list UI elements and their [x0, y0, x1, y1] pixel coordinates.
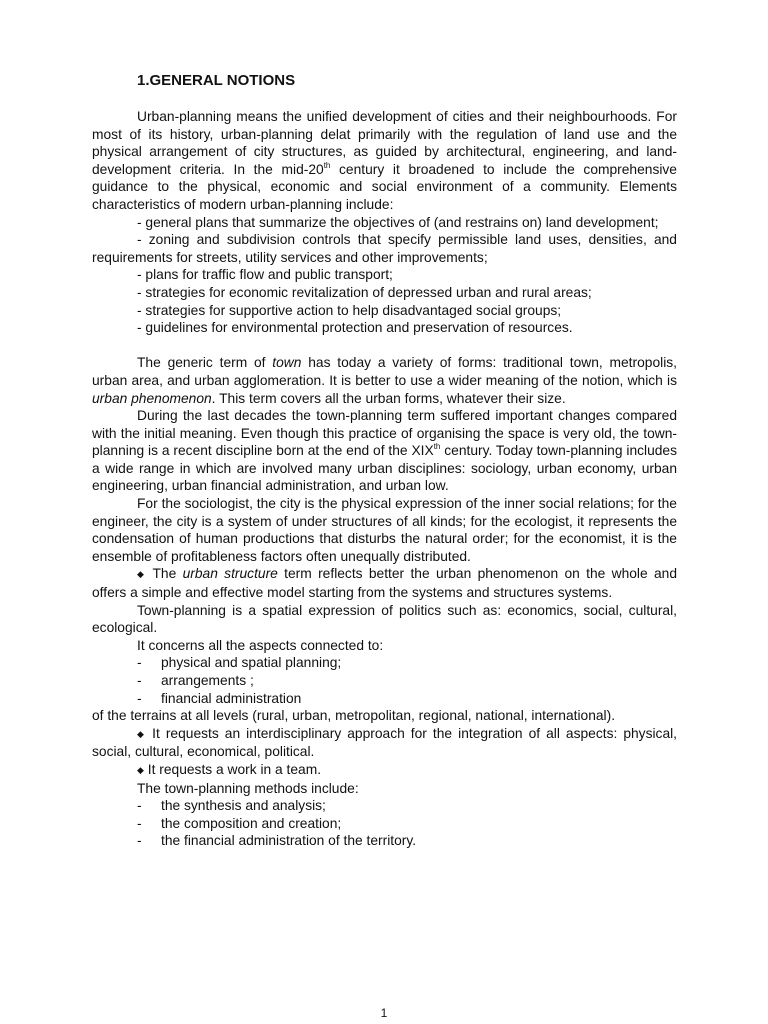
text: term reflects better the urban phenomenon on the whole and offers a simple and effective model starting from the systems and structures systems.	[92, 566, 677, 601]
italic-text: urban structure	[182, 566, 278, 582]
diamond-bullet-icon: ◆	[137, 764, 144, 775]
paragraph-methods: The town-planning methods include:	[137, 780, 359, 796]
list-item: - strategies for supportive action to help disadvantaged social groups;	[137, 302, 562, 318]
list-item-text: financial administration	[161, 690, 302, 706]
paragraph-team	[92, 761, 677, 780]
dash-list-item	[92, 672, 677, 690]
text: century. Today town-planning includes a wide range in which are involved many urban disciplines: sociology, urban economy, urban engineering, urban financial administration, and urban low.	[92, 443, 677, 494]
dash-list-item	[92, 815, 677, 833]
page-number: 1	[380, 1006, 388, 1020]
text: It requests a work in a team.	[143, 761, 322, 777]
dash-marker: -	[137, 690, 142, 706]
paragraph-history	[92, 407, 677, 495]
paragraph-interdisciplinary	[92, 725, 677, 761]
dash-marker: -	[137, 833, 142, 849]
paragraph-town	[92, 354, 677, 407]
dash-list-item	[92, 654, 677, 672]
diamond-bullet-icon: ◆	[137, 569, 147, 580]
superscript: th	[433, 442, 441, 452]
dash-marker: -	[137, 655, 142, 671]
text: has today a variety of forms: traditional town, metropolis, urban area, and urban agglomeration. It is better to use a wider meaning of the notion, which is	[92, 355, 677, 388]
paragraph-urban-structure	[92, 565, 677, 601]
list-item: - zoning and subdivision controls that specify permissible land uses, densities, and requirements for streets, utility services and other improvements;	[92, 232, 677, 265]
italic-text: urban phenomenon	[92, 390, 212, 406]
document-body	[92, 108, 677, 850]
text: During the last decades the town-planning term suffered important changes compared with the initial meaning. Even though this practice of organising the space is very old, the town-planning is a recent discipline born at the end of the XIX	[92, 408, 677, 459]
spacer	[92, 337, 677, 355]
text: . This term covers all the urban forms, whatever their size.	[211, 390, 566, 406]
section-title: 1.GENERAL NOTIONS	[137, 72, 296, 89]
list-item-text: the synthesis and analysis;	[161, 798, 326, 814]
dash-marker: -	[137, 673, 142, 688]
text: century it broadened to include the comprehensive guidance to the physical, economic and social environment of a community. Elements characteristics of modern urban-planning include:	[92, 161, 677, 212]
dash-marker: -	[137, 798, 142, 814]
paragraph-aspects: It concerns all the aspects connected to:	[137, 637, 384, 653]
list-item: - guidelines for environmental protection and preservation of resources.	[137, 320, 573, 336]
dash-list-item	[92, 832, 677, 850]
text: The generic term of	[137, 355, 273, 371]
list-item-text: the composition and creation;	[161, 815, 342, 831]
list-item: - strategies for economic revitalization of depressed urban and rural areas;	[137, 284, 592, 300]
text: Urban-planning means the unified development of cities and their neighbourhoods. For most of its history, urban-planning delat primarily with the regulation of land use and the physical arrangement of city structures, as guided by architectural, engineering, and land-development criteria. In the mid-20	[92, 109, 677, 177]
text: It requests an interdisciplinary approach for the integration of all aspects: physical, social, cultural, economical, political.	[92, 725, 678, 760]
dash-list-item	[92, 690, 677, 708]
italic-text: town	[272, 355, 302, 371]
superscript: th	[323, 160, 331, 170]
paragraph-intro	[92, 108, 677, 214]
list-item: - plans for traffic flow and public transport;	[137, 267, 393, 283]
paragraph-terrains: of the terrains at all levels (rural, urban, metropolitan, regional, national, international).	[92, 708, 616, 724]
dash-list-item	[92, 797, 677, 815]
paragraph-perspectives: For the sociologist, the city is the physical expression of the inner social relations; for the engineer, the city is a system of under structures of all kinds; for the ecologist, it represents the condensation of human productions that disturbs the natural order; for the economist, it is the ensemble of profitableness factors often unequally distributed.	[92, 496, 677, 564]
paragraph-politics: Town-planning is a spatial expression of politics such as: economics, social, cultural, ecological.	[92, 602, 677, 636]
list-item-text: physical and spatial planning;	[161, 655, 342, 671]
list-item: - general plans that summarize the objectives of (and restrains on) land development;	[137, 214, 659, 230]
text: The	[146, 566, 183, 582]
diamond-bullet-icon: ◆	[137, 728, 147, 739]
list-item-text: the financial administration of the territory.	[161, 833, 417, 849]
dash-marker: -	[137, 815, 142, 831]
list-item-text: arrangements ;	[161, 673, 254, 688]
